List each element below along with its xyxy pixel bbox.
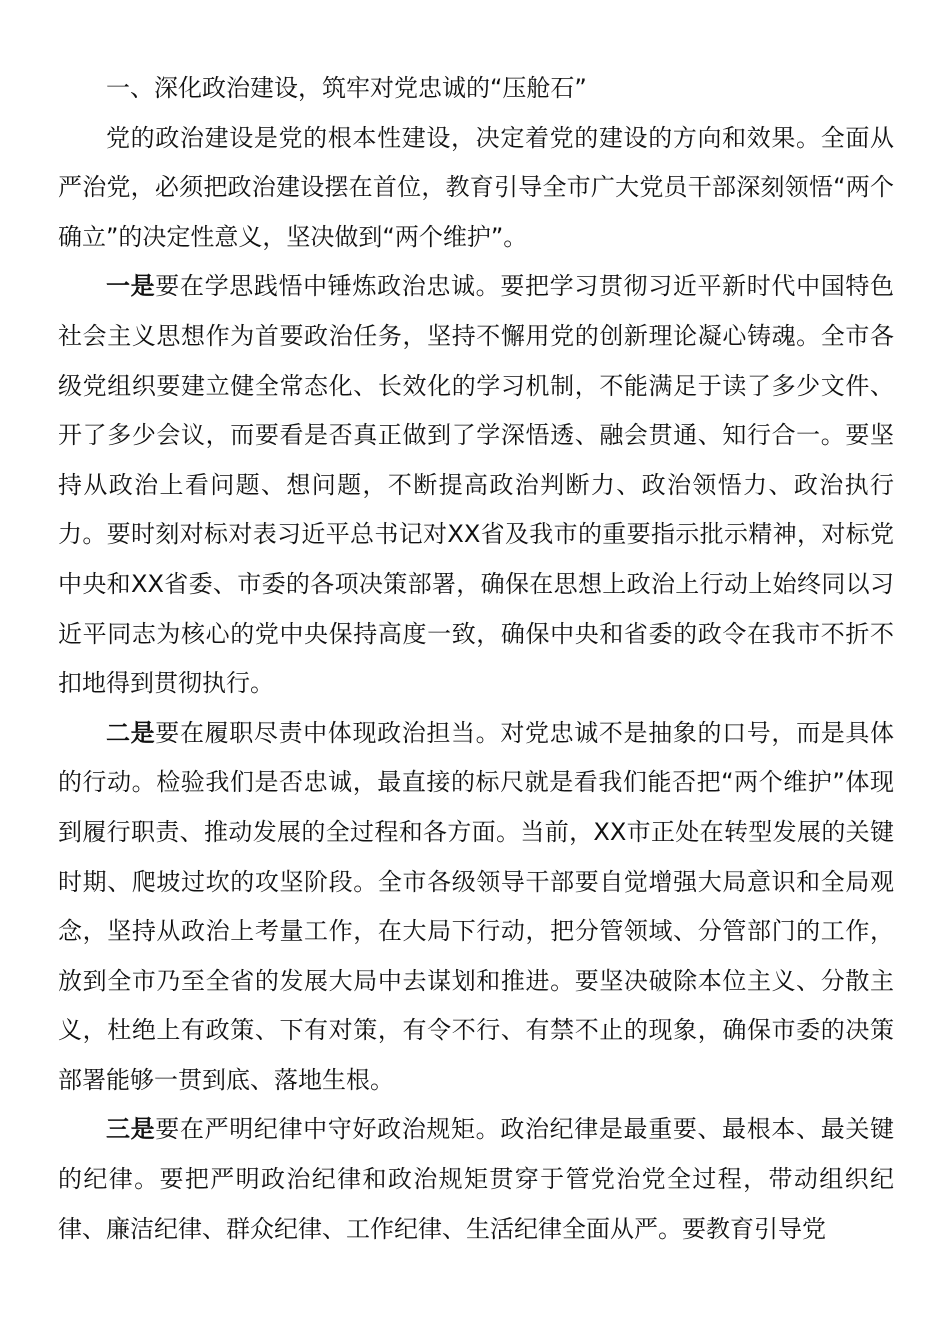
section-heading: 一、深化政治建设，筑牢对党忠诚的“压舱石” — [106, 74, 587, 102]
point-three-lead: 三是 — [106, 1115, 156, 1144]
point-two-text: 要在履职尽责中体现政治担当。对党忠诚不是抽象的口号，而是具体的行动。检验我们是否忠诚，最直接的标尺就是看我们能否把“两个维护”体现到履行职责、推动发展的全过程和各方面。当前，XX市正处在转型发展的关键时期、爬坡过坎的攻坚阶段。全市各级领导干部要自觉增强大局意识和全局观念，坚持从政治上考量工作，在大局下行动，把分管领域、分管部门的工作，放到全市乃至全省的发展大局中去谋划和推进。要坚决破除本位主义、分散主义，杜绝上有政策、下有对策，有令不行、有禁不止的现象，确保市委的决策部署能够一贯到底、落地生根。 — [58, 718, 895, 1094]
point-two-lead: 二是 — [106, 718, 156, 747]
point-one-lead: 一是 — [106, 272, 156, 301]
document-page — [58, 64, 894, 1254]
intro-paragraph — [58, 114, 894, 263]
point-three-paragraph — [58, 1105, 894, 1254]
point-three-text: 要在严明纪律中守好政治规矩。政治纪律是最重要、最根本、最关键的纪律。要把严明政治纪律和政治规矩贯穿于管党治党全过程，带动组织纪律、廉洁纪律、群众纪律、工作纪律、生活纪律全面从严。要教育引导党 — [58, 1115, 895, 1243]
point-two-paragraph — [58, 709, 894, 1106]
intro-paragraph-text: 党的政治建设是党的根本性建设，决定着党的建设的方向和效果。全面从严治党，必须把政治建设摆在首位，教育引导全市广大党员干部深刻领悟“两个确立”的决定性意义，坚决做到“两个维护”。 — [58, 123, 894, 251]
point-one-text: 要在学思践悟中锤炼政治忠诚。要把学习贯彻习近平新时代中国特色社会主义思想作为首要政治任务，坚持不懈用党的创新理论凝心铸魂。全市各级党组织要建立健全常态化、长效化的学习机制，不能满足于读了多少文件、开了多少会议，而要看是否真正做到了学深悟透、融会贯通、知行合一。要坚持从政治上看问题、想问题，不断提高政治判断力、政治领悟力、政治执行力。要时刻对标对表习近平总书记对XX省及我市的重要指示批示精神，对标党中央和XX省委、市委的各项决策部署，确保在思想上政治上行动上始终同以习近平同志为核心的党中央保持高度一致，确保中央和省委的政令在我市不折不扣地得到贯彻执行。 — [58, 272, 895, 698]
point-one-paragraph — [58, 262, 894, 708]
